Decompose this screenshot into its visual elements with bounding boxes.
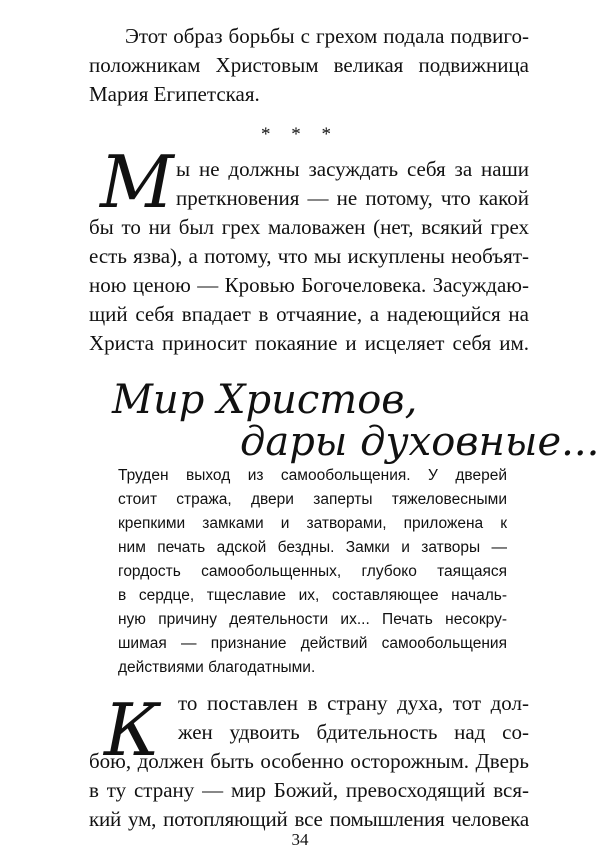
quote-line: шимая — признание действий самообольщения [118,635,507,652]
text-line: Мария Египетская. [89,82,260,106]
text-line: в ту страну — мир Божий, превосходящий вся- [89,778,529,802]
heading-line-1: Мир Христов, [112,377,418,423]
heading-line-2: дары духовные... [240,419,600,465]
section-separator: * * * [261,124,339,145]
drop-cap: К [104,688,160,772]
quote-line: ним печать адской бездны. Замки и затворы — [118,539,507,556]
quote-line: в сердце, тщеславие их, составляющее началь- [118,587,507,604]
text-line: щий себя впадает в отчаяние, а надеющийся на [89,302,529,326]
quote-line: действиями благодатными. [118,659,316,676]
text-line: есть язва), а потому, что мы искуплены необъят- [89,244,529,268]
text-line: Этот образ борьбы с грехом подала подвиго- [125,24,529,48]
text-line: Христа приносит покаяние и исцеляет себя им. [89,331,529,355]
text-line: то поставлен в страну духа, тот дол- [178,691,529,715]
text-line: ы не должны засуждать себя за наши [176,157,529,181]
quote-line: стоит стража, двери заперты тяжеловесными [118,491,507,508]
text-line: бы то ни был грех маловажен (нет, всякий грех [89,215,529,239]
quote-line: гордость самообольщенных, глубоко таящаяся [118,563,507,580]
text-line: положникам Христовым великая подвижница [89,53,529,77]
text-line: бою, должен быть особенно осторожным. Дверь [89,749,529,773]
text-line: жен удвоить бдительность над со- [178,720,529,744]
page-number: 34 [291,830,309,849]
text-line: преткновения — не потому, что какой [176,186,529,210]
quote-line: ную причину деятельности их... Печать несокру- [118,611,507,628]
text-line: кий ум, потопляющий все помышления человека [89,807,529,831]
drop-cap: М [100,140,174,224]
quote-line: Труден выход из самообольщения. У дверей [118,467,507,484]
quote-line: крепкими замками и затворами, приложена к [118,515,507,532]
text-line: ною ценою — Кровью Богочеловека. Засуждаю- [89,273,529,297]
